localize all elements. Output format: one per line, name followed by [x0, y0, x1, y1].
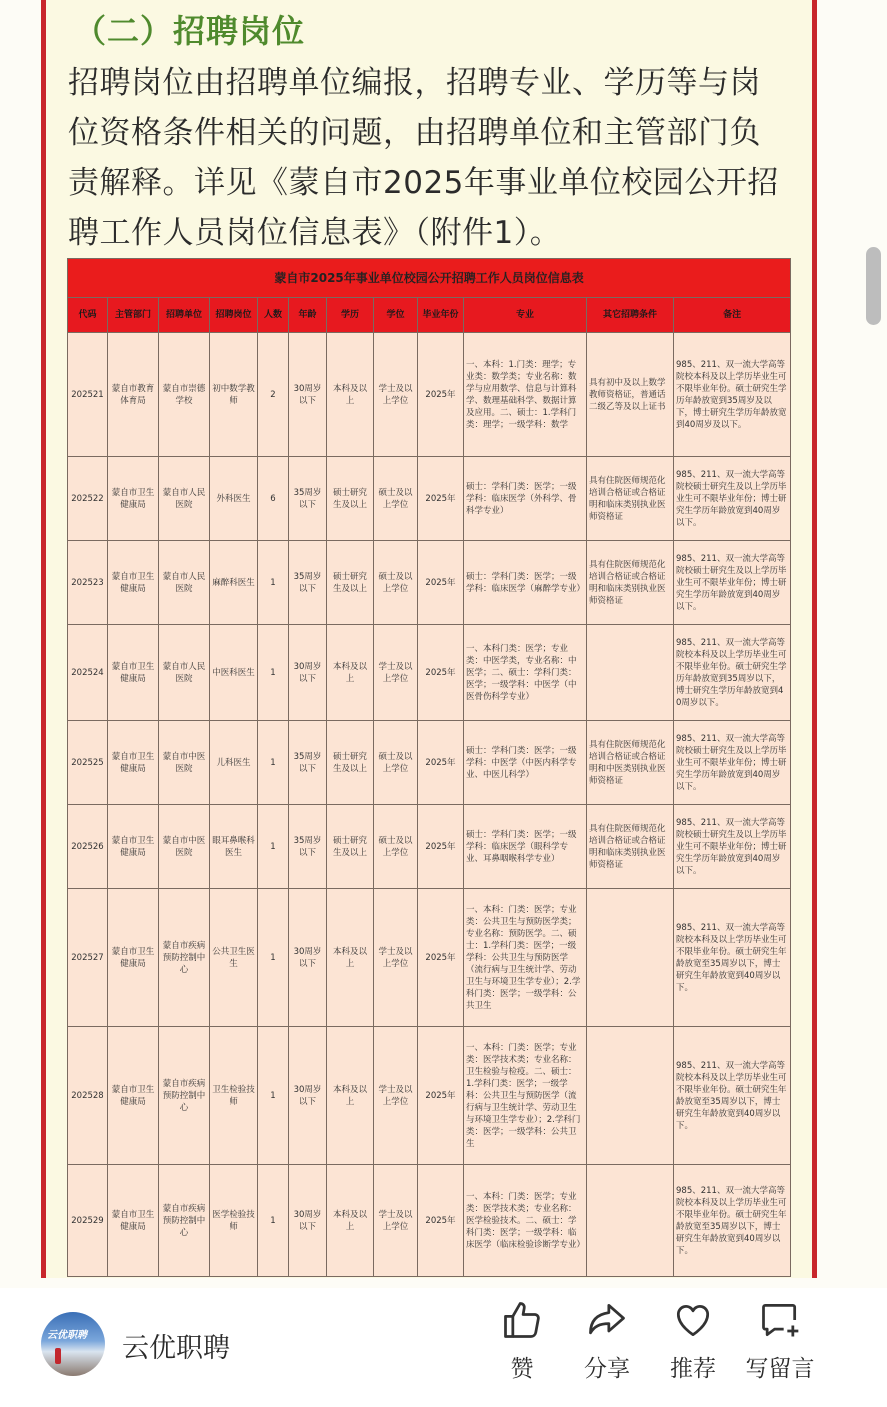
comment-add-icon	[758, 1298, 802, 1342]
table-cell: 硕士及以上学位	[374, 721, 418, 805]
intro-paragraph: 招聘岗位由招聘单位编报，招聘专业、学历等与岗位资格条件相关的问题，由招聘单位和主管部门负责解释。详见《蒙自市2025年事业单位校园公开招聘工作人员岗位信息表》（附件1）。	[68, 65, 779, 251]
table-cell: 卫生检验技师	[210, 1027, 258, 1165]
table-cell: 35周岁以下	[289, 457, 327, 541]
table-cell: 202529	[68, 1165, 108, 1277]
share-label: 分享	[584, 1356, 630, 1382]
comment-button[interactable]	[740, 1298, 820, 1383]
table-cell: 蒙自市中医医院	[159, 721, 210, 805]
table-row	[68, 805, 791, 889]
table-cell: 一、本科门类：医学；专业类：中医学类，专业名称：中医学；二、硕士：学科门类：医学；一级学科：中医学（中医骨伤科学专业）	[464, 625, 587, 721]
table-cell: 1	[258, 1165, 289, 1277]
table-cell: 硕士研究生及以上	[327, 457, 374, 541]
table-cell: 985、211、双一流大学高等院校硕士研究生及以上学历毕业生可不限毕业年份；博士研究生学历年龄放宽到40周岁以下。	[674, 721, 791, 805]
table-cell: 一、本科：门类：医学；专业类：公共卫生与预防医学类；专业名称：预防医学。二、硕士：1.学科门类：医学；一级学科：公共卫生与预防医学（流行病与卫生统计学、劳动卫生与环境卫生学专业）；2.学科门类：医学；一级学科：公共卫生	[464, 889, 587, 1027]
table-cell: 一、本科：门类：医学；专业类：医学技术类；专业名称：卫生检验与检疫。二、硕士：1.学科门类：医学；一级学科：公共卫生与预防医学（流行病与卫生统计学、劳动卫生与环境卫生学专业）；2.学科门类：医学；一级学科：公共卫生	[464, 1027, 587, 1165]
table-cell: 蒙自市教育体育局	[108, 333, 159, 457]
table-cell: 初中数学教师	[210, 333, 258, 457]
table-cell: 985、211、双一流大学高等院校硕士研究生及以上学历毕业生可不限毕业年份；博士研究生学历年龄放宽到40周岁以下。	[674, 457, 791, 541]
table-cell: 1	[258, 805, 289, 889]
table-cell: 蒙自市卫生健康局	[108, 457, 159, 541]
table-cell: 蒙自市卫生健康局	[108, 625, 159, 721]
table-cell: 30周岁以下	[289, 1165, 327, 1277]
table-cell: 硕士研究生及以上	[327, 805, 374, 889]
table-cell: 985、211、双一流大学高等院校硕士研究生及以上学历毕业生可不限毕业年份；博士研究生学历年龄放宽到40周岁以下。	[674, 805, 791, 889]
column-header: 学历	[327, 298, 374, 333]
thumbs-up-icon	[500, 1298, 544, 1342]
table-cell: 202523	[68, 541, 108, 625]
table-cell: 2025年	[418, 457, 464, 541]
table-cell: 1	[258, 541, 289, 625]
table-cell: 2025年	[418, 625, 464, 721]
table-cell: 30周岁以下	[289, 333, 327, 457]
table-row	[68, 457, 791, 541]
section-title: （二）招聘岗位	[74, 12, 306, 50]
table-cell: 蒙自市人民医院	[159, 625, 210, 721]
table-cell	[587, 889, 674, 1027]
table-cell: 202528	[68, 1027, 108, 1165]
table-cell: 学士及以上学位	[374, 333, 418, 457]
table-cell: 硕士：学科门类：医学；一级学科：临床医学（眼科学专业、耳鼻咽喉科学专业）	[464, 805, 587, 889]
table-cell: 硕士：学科门类：医学；一级学科：临床医学（外科学、骨科学专业）	[464, 457, 587, 541]
table-cell	[587, 625, 674, 721]
table-cell: 中医科医生	[210, 625, 258, 721]
table-cell: 学士及以上学位	[374, 1027, 418, 1165]
table-cell: 公共卫生医生	[210, 889, 258, 1027]
recommend-button[interactable]	[653, 1298, 733, 1383]
table-cell: 2025年	[418, 721, 464, 805]
table-cell: 具有住院医师规范化培训合格证或合格证明和中医类别执业医师资格证	[587, 721, 674, 805]
like-button[interactable]	[482, 1298, 562, 1383]
column-header: 毕业年份	[418, 298, 464, 333]
table-cell: 35周岁以下	[289, 721, 327, 805]
table-cell: 具有住院医师规范化培训合格证或合格证明和临床类别执业医师资格证	[587, 457, 674, 541]
table-cell: 202525	[68, 721, 108, 805]
job-table	[67, 258, 791, 1277]
table-cell: 2025年	[418, 805, 464, 889]
table-cell: 30周岁以下	[289, 1027, 327, 1165]
table-cell: 眼耳鼻喉科医生	[210, 805, 258, 889]
table-cell: 硕士研究生及以上	[327, 721, 374, 805]
table-cell: 蒙自市人民医院	[159, 541, 210, 625]
avatar-logo-text: 云优职聘	[47, 1330, 87, 1341]
table-cell: 蒙自市卫生健康局	[108, 1027, 159, 1165]
table-cell: 本科及以上	[327, 889, 374, 1027]
table-cell: 蒙自市卫生健康局	[108, 805, 159, 889]
table-row	[68, 1165, 791, 1277]
table-cell	[587, 1027, 674, 1165]
table-caption: 蒙自市2025年事业单位校园公开招聘工作人员岗位信息表	[68, 259, 791, 298]
scrollbar-thumb[interactable]	[866, 247, 881, 325]
table-cell: 硕士：学科门类：医学；一级学科：中医学（中医内科学专业、中医儿科学）	[464, 721, 587, 805]
table-cell: 本科及以上	[327, 625, 374, 721]
table-cell: 2	[258, 333, 289, 457]
table-cell: 硕士及以上学位	[374, 805, 418, 889]
table-cell: 985、211、双一流大学高等院校本科及以上学历毕业生可不限毕业年份。硕士研究生年龄放宽至35周岁以下，博士研究生年龄放宽到40周岁以下。	[674, 1027, 791, 1165]
table-cell: 本科及以上	[327, 1165, 374, 1277]
table-cell: 学士及以上学位	[374, 1165, 418, 1277]
table-cell: 麻醉科医生	[210, 541, 258, 625]
table-cell: 具有初中及以上数学教师资格证，普通话二级乙等及以上证书	[587, 333, 674, 457]
table-cell: 2025年	[418, 1165, 464, 1277]
table-cell: 985、211、双一流大学高等院校本科及以上学历毕业生可不限毕业年份。硕士研究生年龄放宽至35周岁以下，博士研究生年龄放宽到40周岁以下。	[674, 1165, 791, 1277]
table-cell: 985、211、双一流大学高等院校本科及以上学历毕业生可不限毕业年份。硕士研究生年龄放宽至35周岁以下，博士研究生年龄放宽到40周岁以下。	[674, 889, 791, 1027]
table-row	[68, 333, 791, 457]
table-cell: 202521	[68, 333, 108, 457]
table-cell: 2025年	[418, 333, 464, 457]
table-cell: 蒙自市疾病预防控制中心	[159, 1027, 210, 1165]
column-header: 人数	[258, 298, 289, 333]
table-cell: 30周岁以下	[289, 625, 327, 721]
table-cell: 2025年	[418, 889, 464, 1027]
table-cell: 202522	[68, 457, 108, 541]
table-cell: 1	[258, 1027, 289, 1165]
table-cell: 蒙自市卫生健康局	[108, 889, 159, 1027]
table-cell: 学士及以上学位	[374, 889, 418, 1027]
table-cell: 硕士研究生及以上	[327, 541, 374, 625]
table-cell: 蒙自市崇德学校	[159, 333, 210, 457]
job-table-image[interactable]	[67, 258, 790, 1277]
table-cell: 蒙自市卫生健康局	[108, 721, 159, 805]
account-name[interactable]: 云优职聘	[122, 1333, 230, 1364]
table-row	[68, 721, 791, 805]
table-cell: 202524	[68, 625, 108, 721]
table-cell: 一、本科：门类：医学；专业类：医学技术类；专业名称：医学检验技术。二、硕士：学科门类：医学；一级学科：临床医学（临床检验诊断学专业）	[464, 1165, 587, 1277]
table-cell: 蒙自市中医医院	[159, 805, 210, 889]
table-cell: 6	[258, 457, 289, 541]
comment-label: 写留言	[745, 1356, 815, 1382]
share-button[interactable]	[567, 1298, 647, 1383]
table-cell: 蒙自市人民医院	[159, 457, 210, 541]
table-cell: 2025年	[418, 541, 464, 625]
table-cell: 202526	[68, 805, 108, 889]
column-header: 专业	[464, 298, 587, 333]
table-cell: 医学检验技师	[210, 1165, 258, 1277]
table-cell: 蒙自市卫生健康局	[108, 541, 159, 625]
share-icon	[585, 1298, 629, 1342]
table-cell	[587, 1165, 674, 1277]
table-row	[68, 541, 791, 625]
table-row	[68, 1027, 791, 1165]
table-cell: 蒙自市卫生健康局	[108, 1165, 159, 1277]
table-cell: 儿科医生	[210, 721, 258, 805]
table-cell: 硕士：学科门类：医学；一级学科：临床医学（麻醉学专业）	[464, 541, 587, 625]
avatar-figure	[55, 1348, 61, 1364]
table-cell: 具有住院医师规范化培训合格证或合格证明和临床类别执业医师资格证	[587, 805, 674, 889]
avatar[interactable]	[41, 1312, 105, 1376]
article-content	[41, 0, 817, 1278]
table-cell: 985、211、双一流大学高等院校硕士研究生及以上学历毕业生可不限毕业年份；博士研究生学历年龄放宽到40周岁以下。	[674, 541, 791, 625]
column-header: 备注	[674, 298, 791, 333]
column-header: 招聘岗位	[210, 298, 258, 333]
table-cell: 外科医生	[210, 457, 258, 541]
column-header: 学位	[374, 298, 418, 333]
table-cell: 35周岁以下	[289, 805, 327, 889]
column-header: 年龄	[289, 298, 327, 333]
table-cell: 硕士及以上学位	[374, 457, 418, 541]
table-cell: 本科及以上	[327, 1027, 374, 1165]
like-label: 赞	[510, 1356, 534, 1382]
table-cell: 本科及以上	[327, 333, 374, 457]
column-header: 其它招聘条件	[587, 298, 674, 333]
table-cell: 202527	[68, 889, 108, 1027]
table-cell: 985、211、双一流大学高等院校本科及以上学历毕业生可不限毕业年份。硕士研究生学历年龄放宽到35周岁以下，博士研究生学历年龄放宽到40周岁以下。	[674, 625, 791, 721]
column-header: 主管部门	[108, 298, 159, 333]
table-row	[68, 625, 791, 721]
table-cell: 1	[258, 625, 289, 721]
table-cell: 蒙自市疾病预防控制中心	[159, 1165, 210, 1277]
table-cell: 1	[258, 721, 289, 805]
table-cell: 1	[258, 889, 289, 1027]
bottom-action-bar	[0, 1288, 887, 1407]
table-cell: 985、211、双一流大学高等院校本科及以上学历毕业生可不限毕业年份。硕士研究生学历年龄放宽到35周岁及以下，博士研究生学历年龄放宽到40周岁及以下。	[674, 333, 791, 457]
table-cell: 蒙自市疾病预防控制中心	[159, 889, 210, 1027]
heart-icon	[671, 1298, 715, 1342]
table-cell: 一、本科：1.门类：理学；专业类：数学类；专业名称：数学与应用数学、信息与计算科学、数理基础科学、数据计算及应用。二、硕士：1.学科门类：理学；一级学科：数学	[464, 333, 587, 457]
column-header: 代码	[68, 298, 108, 333]
recommend-label: 推荐	[670, 1356, 716, 1382]
table-cell: 30周岁以下	[289, 889, 327, 1027]
table-cell: 硕士及以上学位	[374, 541, 418, 625]
table-cell: 具有住院医师规范化培训合格证或合格证明和临床类别执业医师资格证	[587, 541, 674, 625]
table-cell: 35周岁以下	[289, 541, 327, 625]
column-header: 招聘单位	[159, 298, 210, 333]
table-row	[68, 889, 791, 1027]
table-cell: 2025年	[418, 1027, 464, 1165]
table-cell: 学士及以上学位	[374, 625, 418, 721]
